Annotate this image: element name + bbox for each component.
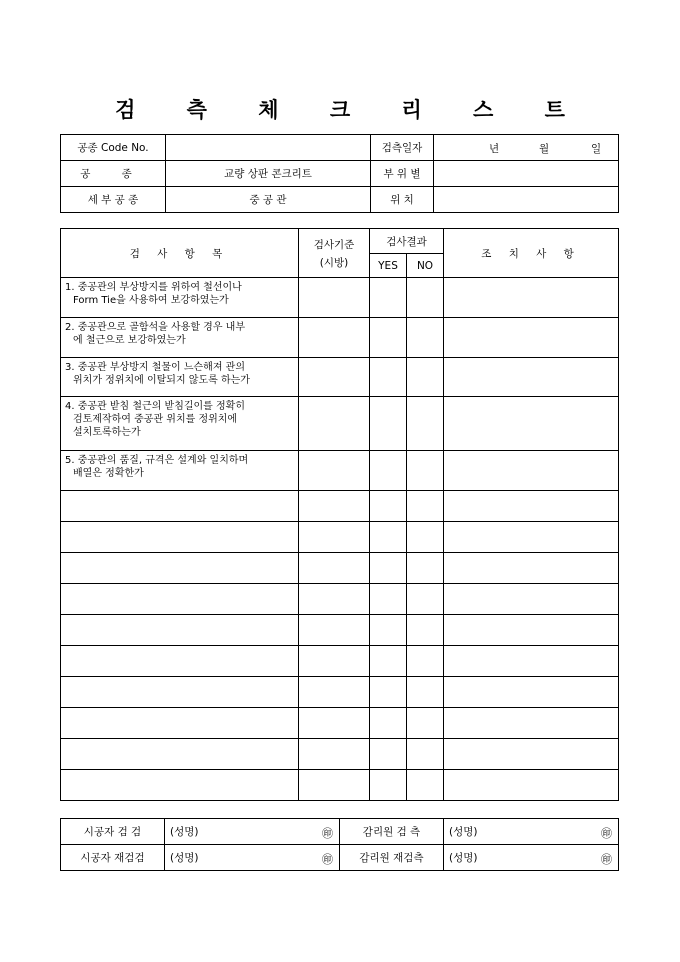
item-cell[interactable] [61,584,299,615]
action-cell[interactable] [444,646,619,677]
name-placeholder: (성명) [449,826,478,838]
type-label: 공 종 [61,161,166,187]
no-cell[interactable] [407,770,444,801]
standard-cell[interactable] [299,615,370,646]
no-cell[interactable] [407,615,444,646]
no-cell[interactable] [407,646,444,677]
standard-cell[interactable] [299,739,370,770]
item-cell[interactable] [61,522,299,553]
action-cell[interactable] [444,553,619,584]
checklist-table [60,228,619,801]
date-field[interactable] [434,135,619,161]
header-standard: 검사기준 (시방) [299,229,370,278]
empty-row [61,770,619,801]
checklist-row [61,451,619,491]
no-cell[interactable] [407,278,444,318]
checklist-item-text: 1. 중공관의 부상방지를 위하여 철선이나 Form Tie을 사용하여 보강하였는가 [61,278,299,318]
location-field[interactable] [434,187,619,213]
action-cell[interactable] [444,770,619,801]
checklist-item-text: 4. 중공관 받침 철근의 받침길이를 정확히 검토제작하여 중공관 위치를 정위치에 설치토록하는가 [61,397,299,451]
empty-row [61,739,619,770]
part-label: 부 위 별 [371,161,434,187]
item-cell[interactable] [61,646,299,677]
standard-cell[interactable] [299,646,370,677]
contractor-check-name-field[interactable] [165,819,340,845]
no-cell[interactable] [407,584,444,615]
action-cell[interactable] [444,677,619,708]
seal-mark: ㊞ [322,853,333,866]
yes-cell[interactable] [370,318,407,358]
part-field[interactable] [434,161,619,187]
seal-mark: ㊞ [601,827,612,840]
no-cell[interactable] [407,553,444,584]
no-cell[interactable] [407,491,444,522]
code-value-field[interactable] [166,135,371,161]
yes-cell[interactable] [370,615,407,646]
standard-cell[interactable] [299,770,370,801]
no-cell[interactable] [407,358,444,397]
no-cell[interactable] [407,397,444,451]
contractor-recheck-label: 시공자 재검검 [61,845,165,871]
yes-cell[interactable] [370,677,407,708]
seal-mark: ㊞ [601,853,612,866]
item-cell[interactable] [61,553,299,584]
contractor-recheck-name-field[interactable] [165,845,340,871]
checklist-row [61,397,619,451]
supervisor-recheck-name-field[interactable] [444,845,619,871]
supervisor-check-label: 감리원 검 측 [340,819,444,845]
no-cell[interactable] [407,677,444,708]
action-cell[interactable] [444,451,619,491]
page-title: 검 측 체 크 리 스 트 [115,97,587,122]
no-cell[interactable] [407,318,444,358]
action-cell[interactable] [444,615,619,646]
yes-cell[interactable] [370,584,407,615]
yes-cell[interactable] [370,770,407,801]
yes-cell[interactable] [370,397,407,451]
checklist-row [61,318,619,358]
action-cell[interactable] [444,397,619,451]
yes-cell[interactable] [370,522,407,553]
action-cell[interactable] [444,584,619,615]
name-placeholder: (성명) [449,852,478,864]
standard-cell[interactable] [299,584,370,615]
header-result: 검사결과 [370,229,444,254]
action-cell[interactable] [444,278,619,318]
detail-value: 중 공 관 [166,187,371,213]
no-cell[interactable] [407,522,444,553]
checklist-item-text: 5. 중공관의 품질, 규격은 설계와 일치하며 배열은 정확한가 [61,451,299,491]
empty-row [61,491,619,522]
seal-mark: ㊞ [322,827,333,840]
yes-cell[interactable] [370,358,407,397]
yes-cell[interactable] [370,491,407,522]
empty-row [61,584,619,615]
standard-cell[interactable] [299,677,370,708]
yes-cell[interactable] [370,739,407,770]
checklist-item-text: 3. 중공관 부상방지 철물이 느슨해져 관의 위치가 정위치에 이탈되지 않도록 하는가 [61,358,299,397]
item-cell[interactable] [61,739,299,770]
checklist-row [61,358,619,397]
signature-table [60,818,619,871]
no-cell[interactable] [407,451,444,491]
contractor-check-label: 시공자 검 검 [61,819,165,845]
checklist-row [61,278,619,318]
standard-cell[interactable] [299,708,370,739]
name-placeholder: (성명) [170,826,199,838]
yes-cell[interactable] [370,451,407,491]
standard-cell[interactable] [299,318,370,358]
standard-cell[interactable] [299,491,370,522]
standard-cell[interactable] [299,553,370,584]
standard-cell[interactable] [299,451,370,491]
empty-row [61,646,619,677]
info-table [60,134,619,213]
action-cell[interactable] [444,708,619,739]
header-action: 조 치 사 항 [444,229,619,278]
item-cell[interactable] [61,677,299,708]
header-item: 검 사 항 목 [61,229,299,278]
header-yes: YES [370,254,407,278]
action-cell[interactable] [444,739,619,770]
name-placeholder: (성명) [170,852,199,864]
header-no: NO [407,254,444,278]
action-cell[interactable] [444,491,619,522]
standard-cell[interactable] [299,397,370,451]
empty-row [61,615,619,646]
yes-cell[interactable] [370,553,407,584]
type-value: 교량 상판 콘크리트 [166,161,371,187]
yes-cell[interactable] [370,646,407,677]
supervisor-check-name-field[interactable] [444,819,619,845]
standard-cell[interactable] [299,278,370,318]
action-cell[interactable] [444,318,619,358]
empty-row [61,708,619,739]
date-day-label: 일 [591,142,602,155]
supervisor-recheck-label: 감리원 재검측 [340,845,444,871]
date-year-label: 년 [489,142,500,155]
no-cell[interactable] [407,739,444,770]
item-cell[interactable] [61,615,299,646]
no-cell[interactable] [407,708,444,739]
action-cell[interactable] [444,358,619,397]
checklist-item-text: 2. 중공관으로 골함석을 사용할 경우 내부 에 철근으로 보강하였는가 [61,318,299,358]
empty-row [61,553,619,584]
location-label: 위 치 [371,187,434,213]
item-cell[interactable] [61,491,299,522]
yes-cell[interactable] [370,708,407,739]
code-label: 공종 Code No. [61,135,166,161]
standard-cell[interactable] [299,522,370,553]
empty-row [61,677,619,708]
date-label: 검측일자 [371,135,434,161]
yes-cell[interactable] [370,278,407,318]
item-cell[interactable] [61,708,299,739]
empty-row [61,522,619,553]
detail-label: 세 부 공 종 [61,187,166,213]
item-cell[interactable] [61,770,299,801]
date-month-label: 월 [539,142,550,155]
action-cell[interactable] [444,522,619,553]
standard-cell[interactable] [299,358,370,397]
